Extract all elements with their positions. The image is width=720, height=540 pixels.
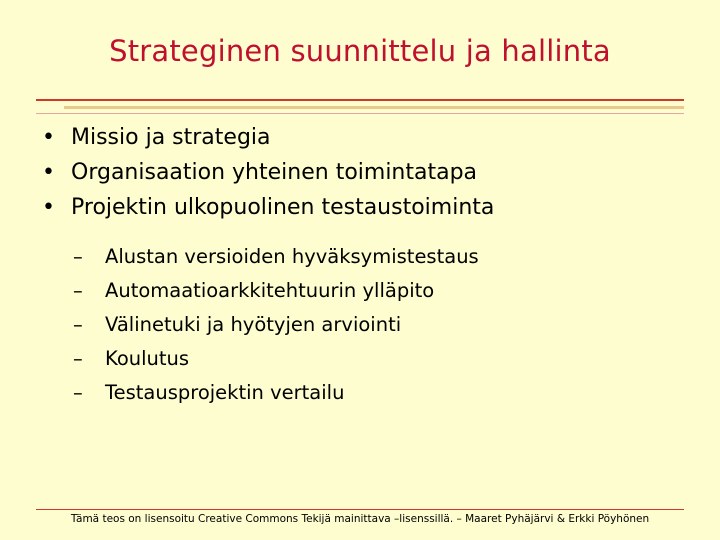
sub-bullet-item [73,308,479,342]
title-divider-pink [36,113,684,114]
sub-bullet-text: Automaatioarkkitehtuurin ylläpito [105,279,435,302]
license-footer: Tämä teos on lisensoitu Creative Commons Tekijä mainittava –lisenssillä. – Maaret Pyhäjärvi & Erkki Pöyhönen [70,513,650,525]
bullet-marker: • [42,195,55,220]
bullet-marker: • [42,160,55,185]
sub-bullet-marker: – [73,381,83,404]
footer-divider [36,509,684,510]
slide-title: Strateginen suunnittelu ja hallinta [109,34,611,68]
sub-bullet-text: Koulutus [105,347,190,370]
sub-bullet-item [73,342,479,376]
sub-bullet-marker: – [73,279,83,302]
bullet-item [42,190,494,225]
sub-bullet-marker: – [73,347,83,370]
bullet-marker: • [42,125,55,150]
title-divider-red [36,99,684,101]
bullet-list [42,120,494,225]
bullet-text: Projektin ulkopuolinen testaustoiminta [71,195,495,220]
sub-bullet-list [73,240,479,410]
sub-bullet-text: Välinetuki ja hyötyjen arviointi [105,313,402,336]
bullet-text: Organisaation yhteinen toimintatapa [71,160,478,185]
sub-bullet-text: Alustan versioiden hyväksymistestaus [105,245,479,268]
sub-bullet-item [73,240,479,274]
sub-bullet-text: Testausprojektin vertailu [105,381,345,404]
sub-bullet-item [73,274,479,308]
sub-bullet-marker: – [73,245,83,268]
bullet-item [42,120,494,155]
bullet-item [42,155,494,190]
sub-bullet-marker: – [73,313,83,336]
bullet-text: Missio ja strategia [71,125,271,150]
title-divider-tan [64,106,684,109]
sub-bullet-item [73,376,479,410]
